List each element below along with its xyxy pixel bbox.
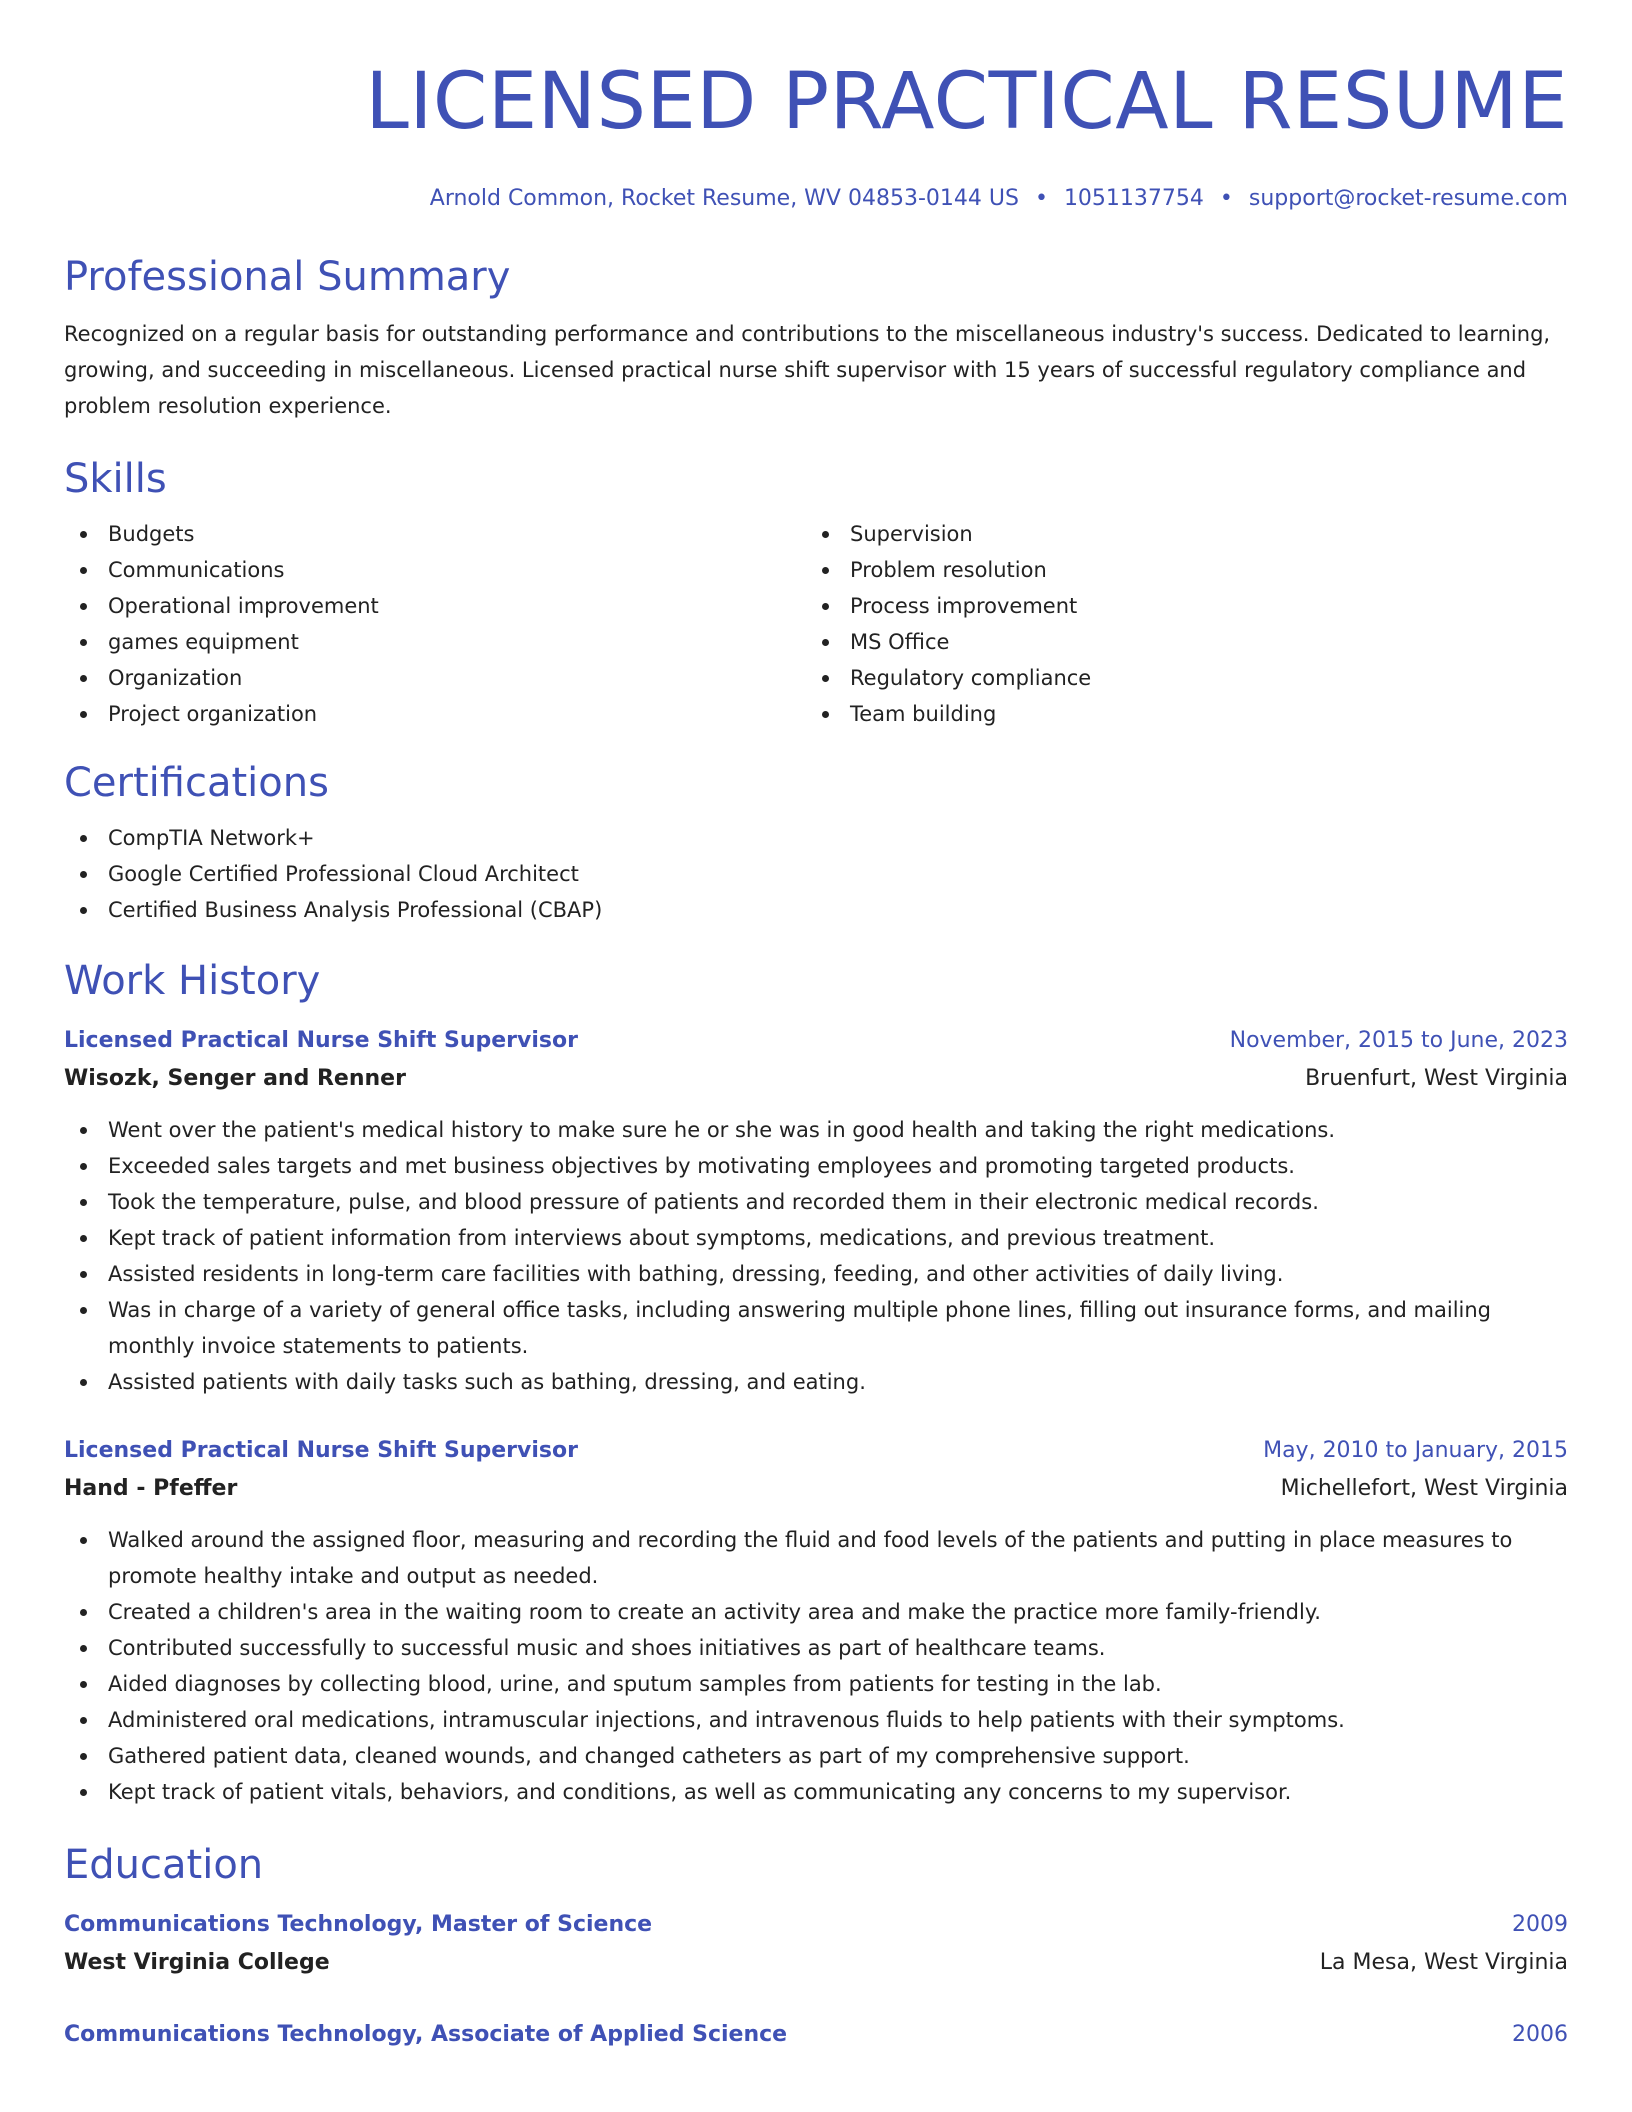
skills-list <box>64 516 1568 732</box>
job-bullet: Assisted patients with daily tasks such as bathing, dressing, and eating. <box>64 1364 1568 1400</box>
job-location: Bruenfurt, West Virginia <box>1305 1066 1568 1091</box>
job-bullets <box>64 1112 1568 1400</box>
skills-column-right <box>806 516 1548 732</box>
contact-separator: • <box>1034 186 1048 211</box>
job-subheader <box>64 1470 1568 1508</box>
job-dates: May, 2010 to January, 2015 <box>1263 1438 1568 1463</box>
certifications-heading: Certifications <box>64 760 329 806</box>
certifications-list <box>64 820 1568 928</box>
skill-item: Process improvement <box>806 588 1548 624</box>
education-entry <box>64 2016 1568 2054</box>
skills-column-left <box>64 516 806 732</box>
skill-item: Communications <box>64 552 806 588</box>
education-degree: Communications Technology, Associate of Applied Science <box>64 2022 788 2047</box>
education-header <box>64 2016 1568 2054</box>
skill-item: games equipment <box>64 624 806 660</box>
contact-email[interactable]: support@rocket-resume.com <box>1248 186 1568 211</box>
job-bullet: Kept track of patient information from interviews about symptoms, medications, and previous treatment. <box>64 1220 1568 1256</box>
job-bullet: Walked around the assigned floor, measuring and recording the fluid and food levels of the patients and putting in place measures to promote healthy intake and output as needed. <box>64 1522 1568 1594</box>
job-company: Wisozk, Senger and Renner <box>64 1066 406 1091</box>
job-bullet: Aided diagnoses by collecting blood, urine, and sputum samples from patients for testing in the lab. <box>64 1666 1568 1702</box>
certification-item: CompTIA Network+ <box>64 820 1568 856</box>
contact-phone[interactable]: 1051137754 <box>1063 186 1204 211</box>
education-subheader <box>64 1944 1568 1982</box>
certification-item: Google Certified Professional Cloud Architect <box>64 856 1568 892</box>
job-bullet: Contributed successfully to successful music and shoes initiatives as part of healthcare teams. <box>64 1630 1568 1666</box>
contact-address: Arnold Common, Rocket Resume, WV 04853-0144 US <box>429 186 1019 211</box>
skill-item: Regulatory compliance <box>806 660 1548 696</box>
job-title: Licensed Practical Nurse Shift Supervisor <box>64 1438 578 1463</box>
job-entry <box>64 1432 1568 1810</box>
job-bullet: Kept track of patient vitals, behaviors, and conditions, as well as communicating any concerns to my supervisor. <box>64 1774 1568 1810</box>
skill-item: Problem resolution <box>806 552 1548 588</box>
job-bullets <box>64 1522 1568 1810</box>
contact-separator: • <box>1219 186 1233 211</box>
job-title: Licensed Practical Nurse Shift Supervisor <box>64 1028 578 1053</box>
education-school: West Virginia College <box>64 1950 330 1975</box>
education-header <box>64 1906 1568 1944</box>
job-subheader <box>64 1060 1568 1098</box>
summary-heading: Professional Summary <box>64 254 511 300</box>
summary-text: Recognized on a regular basis for outstanding performance and contributions to the miscellaneous industry's success. Dedicated to learning, growing, and succeeding in miscellaneous. Licensed practical nurse shift supervisor with 15 years of successful regulatory compliance and problem resolution experience. <box>64 322 1551 418</box>
contact-line <box>64 184 1568 214</box>
job-bullet: Went over the patient's medical history to make sure he or she was in good health and taking the right medications. <box>64 1112 1568 1148</box>
job-dates: November, 2015 to June, 2023 <box>1229 1028 1568 1053</box>
job-bullet: Took the temperature, pulse, and blood pressure of patients and recorded them in their electronic medical records. <box>64 1184 1568 1220</box>
job-bullet: Exceeded sales targets and met business objectives by motivating employees and promoting targeted products. <box>64 1148 1568 1184</box>
job-bullet: Gathered patient data, cleaned wounds, and changed catheters as part of my comprehensive support. <box>64 1738 1568 1774</box>
education-year: 2009 <box>1512 1912 1568 1937</box>
job-company: Hand - Pfeffer <box>64 1476 238 1501</box>
resume-title: LICENSED PRACTICAL RESUME <box>365 57 1568 147</box>
resume-page <box>64 0 1568 2054</box>
work-history-heading: Work History <box>64 958 321 1004</box>
education-year: 2006 <box>1512 2022 1568 2047</box>
skill-item: Supervision <box>806 516 1548 552</box>
skill-item: Team building <box>806 696 1548 732</box>
education-location: La Mesa, West Virginia <box>1319 1950 1568 1975</box>
skill-item: Budgets <box>64 516 806 552</box>
skills-heading: Skills <box>64 456 167 502</box>
education-entry <box>64 1906 1568 1982</box>
job-bullet: Administered oral medications, intramuscular injections, and intravenous fluids to help patients with their symptoms. <box>64 1702 1568 1738</box>
job-header <box>64 1022 1568 1060</box>
skill-item: Organization <box>64 660 806 696</box>
education-heading: Education <box>64 1842 264 1888</box>
job-location: Michellefort, West Virginia <box>1280 1476 1568 1501</box>
job-header <box>64 1432 1568 1470</box>
job-bullet: Was in charge of a variety of general office tasks, including answering multiple phone lines, filling out insurance forms, and mailing monthly invoice statements to patients. <box>64 1292 1568 1364</box>
certification-item: Certified Business Analysis Professional (CBAP) <box>64 892 1568 928</box>
job-bullet: Created a children's area in the waiting room to create an activity area and make the practice more family-friendly. <box>64 1594 1568 1630</box>
job-entry <box>64 1022 1568 1400</box>
education-degree: Communications Technology, Master of Science <box>64 1912 653 1937</box>
skill-item: Operational improvement <box>64 588 806 624</box>
job-bullet: Assisted residents in long-term care facilities with bathing, dressing, feeding, and other activities of daily living. <box>64 1256 1568 1292</box>
skill-item: Project organization <box>64 696 806 732</box>
skill-item: MS Office <box>806 624 1548 660</box>
